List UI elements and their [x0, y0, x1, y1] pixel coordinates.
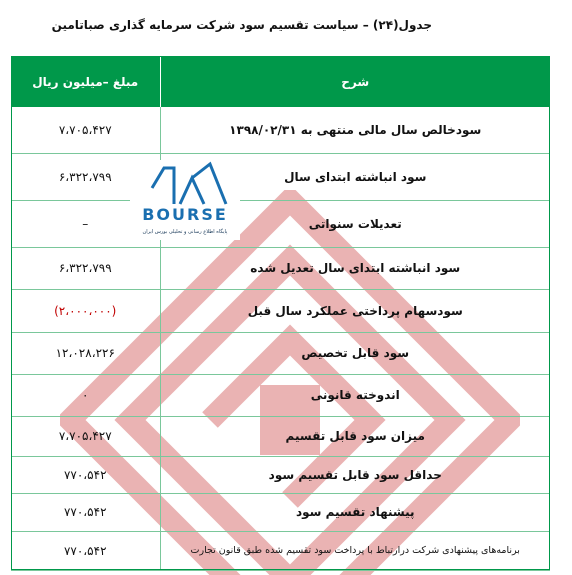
logo-wordmark: BOURSE	[142, 205, 228, 224]
row-amount: ۶،۳۲۲،۷۹۹	[11, 247, 160, 289]
header-description: شرح	[160, 56, 550, 107]
table-row	[11, 332, 550, 374]
row-amount: ۷۷۰،۵۴۲	[11, 493, 160, 531]
row-description: سود قابل تخصیص	[160, 332, 550, 374]
row-amount: ۶،۳۲۲،۷۹۹	[11, 153, 160, 200]
row-description: سودسهام پرداختی عملکرد سال قبل	[160, 289, 550, 332]
row-description: برنامه‌های پیشنهادی شرکت درارتباط با پرداخت سود تقسیم شده طبق قانون تجارت	[160, 531, 550, 570]
row-amount: ۰	[11, 374, 160, 416]
table-row	[11, 531, 550, 570]
table-header-row	[11, 56, 550, 107]
row-amount: –	[11, 200, 160, 247]
row-amount: ۷۷۰،۵۴۲	[11, 456, 160, 493]
row-description: سود انباشته ابتدای سال تعدیل شده	[160, 247, 550, 289]
table-row	[11, 289, 550, 332]
table-row	[11, 200, 550, 247]
table-row	[11, 456, 550, 493]
table-caption: جدول(۲۴) – سیاست تقسیم سود شرکت سرمایه گذاری صباتامین	[51, 18, 432, 32]
row-description: تعدیلات سنواتی	[160, 200, 550, 247]
row-description: سود انباشته ابتدای سال	[160, 153, 550, 200]
table-row	[11, 107, 550, 153]
row-description: میزان سود قابل تقسیم	[160, 416, 550, 456]
logo-tagline: پایگاه اطلاع رسانی و تحلیلی بورس ایران	[142, 229, 228, 235]
table-row	[11, 153, 550, 200]
row-description: حداقل سود قابل تقسیم سود	[160, 456, 550, 493]
row-description: سودخالص سال مالی منتهی به ۱۳۹۸/۰۲/۳۱	[160, 107, 550, 153]
table-row	[11, 247, 550, 289]
row-description: اندوخته قانونی	[160, 374, 550, 416]
table-row	[11, 493, 550, 531]
row-amount: ۷۷۰،۵۴۲	[11, 531, 160, 570]
row-description: پیشنهاد تقسیم سود	[160, 493, 550, 531]
header-amount: مبلغ –میلیون ریال	[11, 56, 160, 107]
row-amount: ۷،۷۰۵،۴۲۷	[11, 416, 160, 456]
row-amount: ۷،۷۰۵،۴۲۷	[11, 107, 160, 153]
row-amount-negative: (۲،۰۰۰،۰۰۰)	[11, 289, 160, 332]
table-row	[11, 416, 550, 456]
dividend-policy-table	[11, 56, 550, 571]
row-amount: ۱۲،۰۲۸،۲۲۶	[11, 332, 160, 374]
bourse-logo	[130, 160, 240, 240]
table-row	[11, 374, 550, 416]
